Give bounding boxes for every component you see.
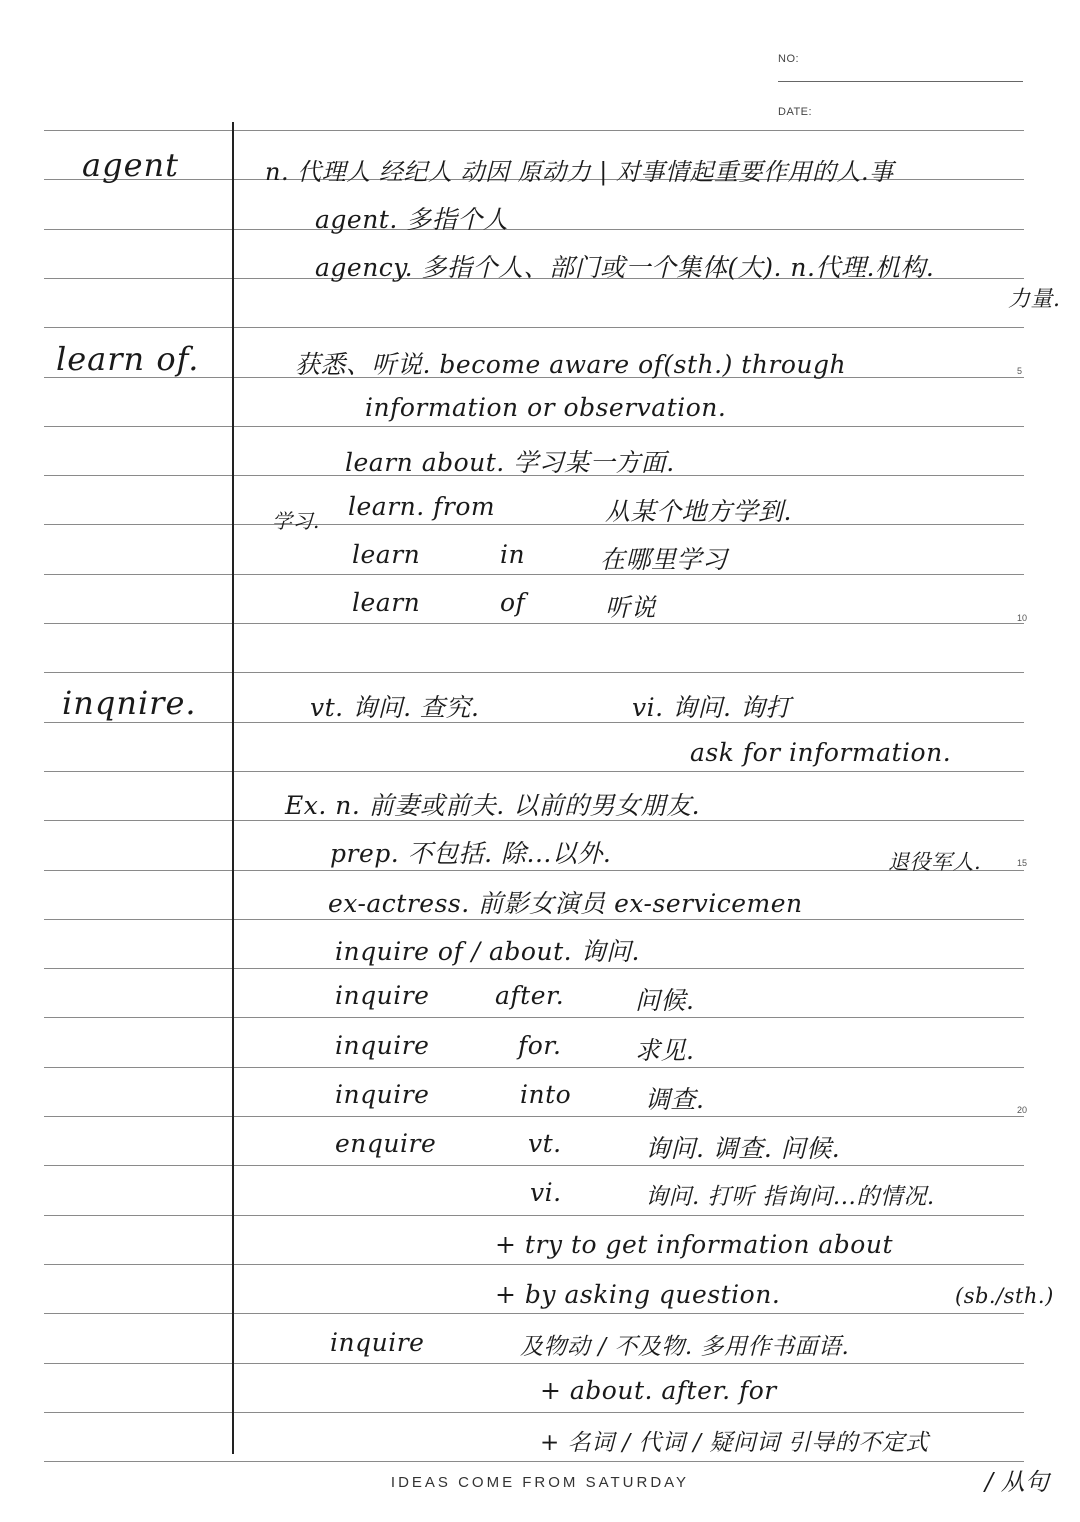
ruled-line <box>44 1017 1024 1018</box>
line-number: 10 <box>1017 613 1028 623</box>
definition-line: / 从句 <box>985 1468 1049 1496</box>
definition-line: enquire <box>335 1129 437 1158</box>
definition-line: vt. 询问. 查究. <box>310 693 480 722</box>
definition-line: learn about. 学习某一方面. <box>345 448 675 477</box>
headword-agent: agent <box>82 146 179 184</box>
definition-line: + by asking question. <box>495 1280 781 1309</box>
definition-line: inquire <box>335 981 430 1010</box>
ruled-line <box>44 426 1024 427</box>
definition-line: ask for information. <box>690 738 952 767</box>
definition-line: + try to get information about <box>495 1230 894 1259</box>
definition-line: 获悉、听说. become aware of(sth.) through <box>295 350 847 379</box>
definition-line: 及物动 / 不及物. 多用作书面语. <box>520 1334 850 1360</box>
footer-slogan: IDEAS COME FROM SATURDAY <box>390 1474 690 1491</box>
definition-line: 学习. <box>272 509 320 533</box>
ruled-line <box>44 574 1024 575</box>
definition-line: prep. 不包括. 除...以外. <box>330 839 612 868</box>
line-number: 20 <box>1017 1105 1028 1115</box>
definition-line: inquire <box>335 1031 430 1060</box>
ruled-line <box>44 1461 1024 1462</box>
ruled-line <box>44 623 1024 624</box>
definition-line: n. 代理人 经纪人 动因 原动力 | 对事情起重要作用的人.事 <box>265 158 894 186</box>
definition-line: learn <box>352 588 421 617</box>
definition-line: 听说 <box>605 593 657 622</box>
ruled-line <box>44 1215 1024 1216</box>
definition-line: learn. from <box>348 492 496 521</box>
definition-line: into <box>520 1080 572 1109</box>
definition-line: vt. <box>528 1129 562 1158</box>
margin-line <box>232 122 234 1454</box>
line-number: 15 <box>1017 858 1028 868</box>
no-rule <box>778 81 1023 82</box>
definition-line: in <box>500 540 526 569</box>
definition-line: inquire <box>335 1080 430 1109</box>
ruled-line <box>44 327 1024 328</box>
definition-line: 询问. 调查. 问候. <box>645 1134 841 1163</box>
line-number: 5 <box>1017 366 1023 376</box>
definition-line: inquire <box>330 1328 425 1357</box>
definition-line: information or observation. <box>365 393 727 422</box>
headword-learn-of: learn of. <box>56 340 200 378</box>
definition-line: 力量. <box>1008 287 1061 312</box>
definition-line: (sb./sth.) <box>955 1284 1054 1308</box>
ruled-line <box>44 672 1024 673</box>
definition-line: 问候. <box>635 986 695 1015</box>
definition-line: of <box>500 588 526 617</box>
definition-line: 从某个地方学到. <box>605 497 792 526</box>
ruled-line <box>44 130 1024 131</box>
ruled-line <box>44 1313 1024 1314</box>
ruled-line <box>44 968 1024 969</box>
definition-line: vi. <box>530 1178 562 1207</box>
ruled-line <box>44 771 1024 772</box>
definition-line: for. <box>518 1031 562 1060</box>
headword-inquire: inqnire. <box>62 684 197 722</box>
definition-line: 退役军人. <box>888 850 982 874</box>
ruled-line <box>44 1363 1024 1364</box>
definition-line: inquire of / about. 询问. <box>335 937 640 966</box>
definition-line: + about. after. for <box>540 1376 777 1405</box>
definition-line: agency. 多指个人、部门或一个集体(大). n.代理.机构. <box>315 253 935 282</box>
definition-line: learn <box>352 540 421 569</box>
ruled-line <box>44 1067 1024 1068</box>
ruled-line <box>44 1264 1024 1265</box>
definition-line: agent. 多指个人 <box>315 205 509 234</box>
ruled-line <box>44 1165 1024 1166</box>
ruled-line <box>44 1116 1024 1117</box>
definition-line: 在哪里学习 <box>600 545 728 574</box>
definition-line: 求见. <box>635 1036 695 1065</box>
no-label: NO: <box>778 53 800 65</box>
definition-line: after. <box>495 981 565 1010</box>
definition-line: + 名词 / 代词 / 疑问词 引导的不定式 <box>540 1430 929 1456</box>
ruled-line <box>44 229 1024 230</box>
definition-line: vi. 询问. 询打 <box>632 693 791 722</box>
definition-line: ex-actress. 前影女演员 ex-servicemen <box>328 889 803 918</box>
ruled-line <box>44 1412 1024 1413</box>
definition-line: 询问. 打听 指询问...的情况. <box>645 1184 935 1210</box>
date-label: DATE: <box>778 106 813 118</box>
definition-line: Ex. n. 前妻或前夫. 以前的男女朋友. <box>285 791 701 820</box>
ruled-line <box>44 524 1024 525</box>
definition-line: 调查. <box>645 1085 705 1114</box>
